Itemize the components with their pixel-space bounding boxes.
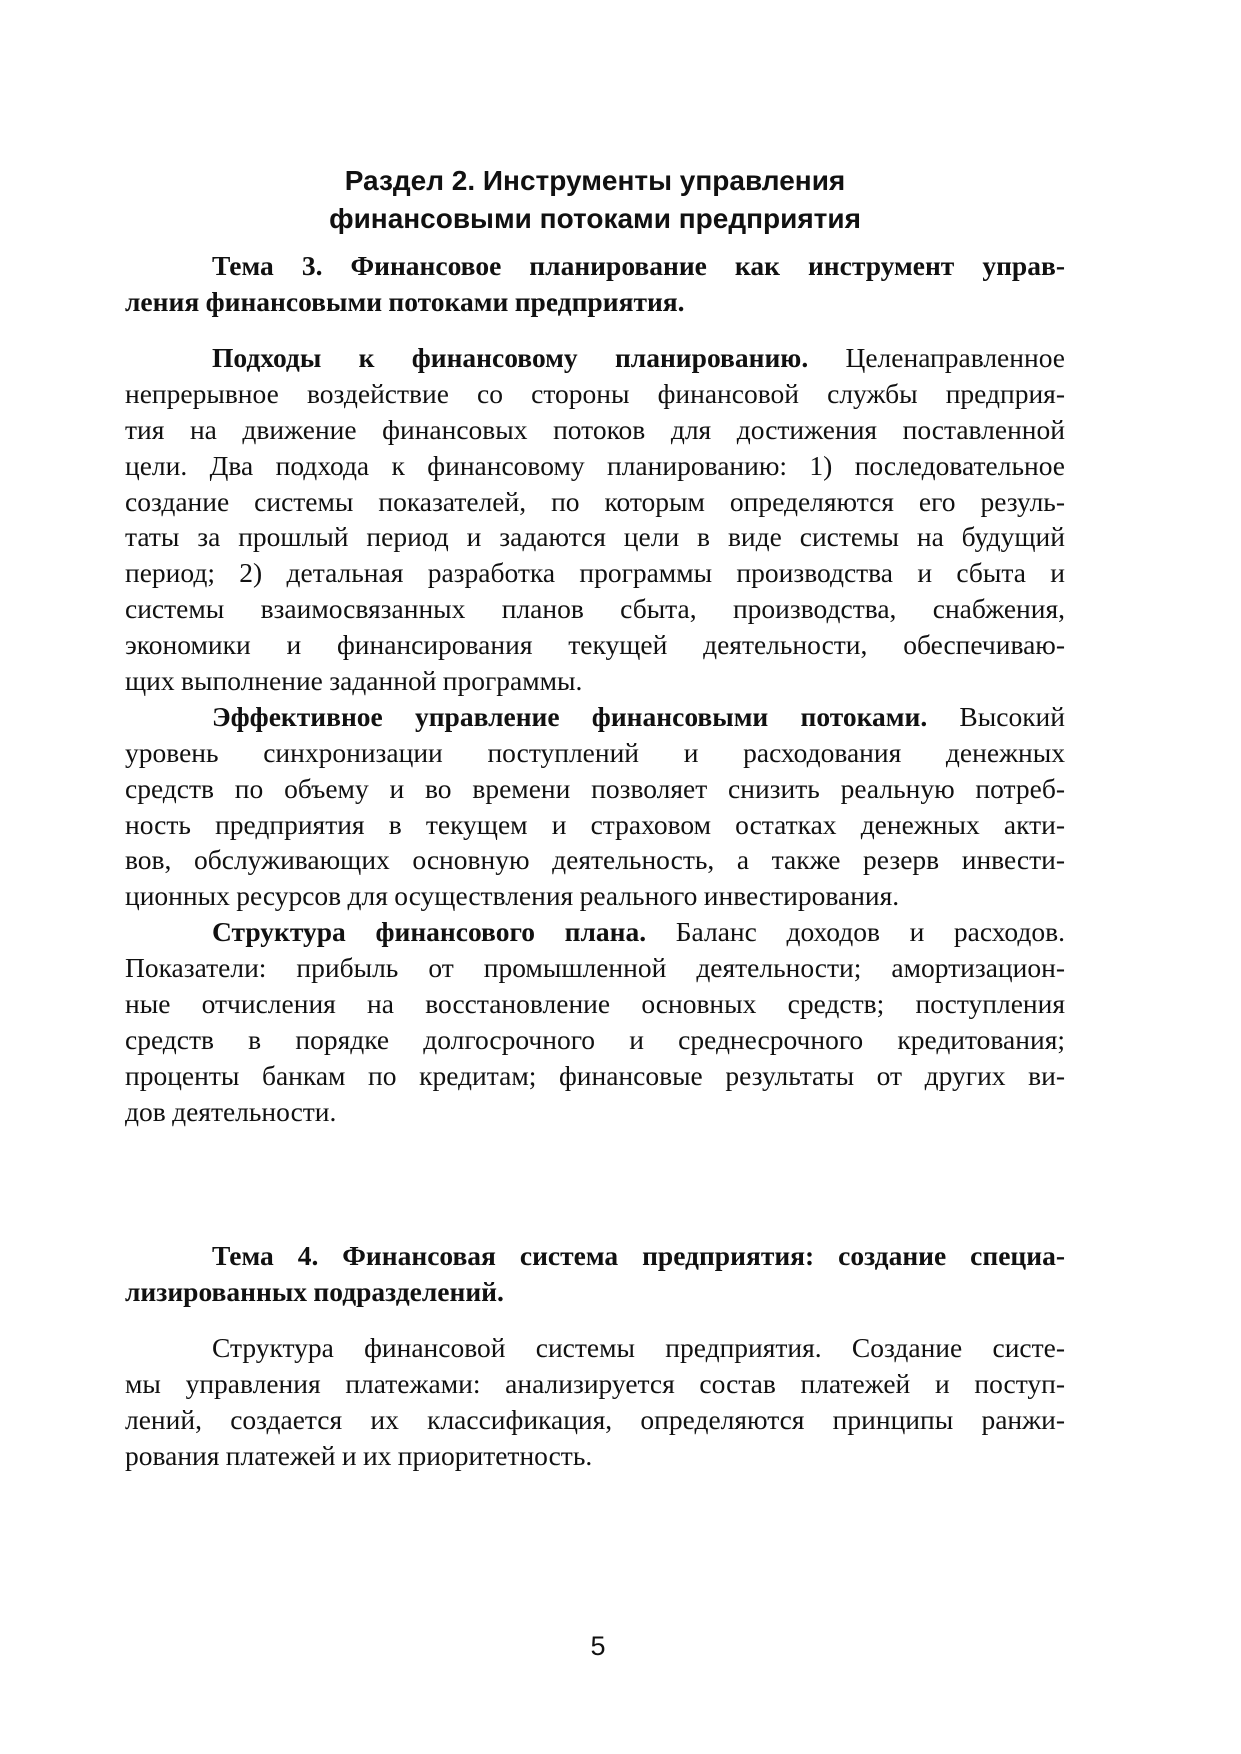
paragraph-1-line-10: щих выполнение заданной программы.	[125, 665, 583, 697]
paragraph-4-line-1: Структура финансовой системы предприятия. Создание систе-	[212, 1332, 1065, 1363]
topic-3-title-line-1: Тема 3. Финансовое планирование как инструмент управ-	[212, 250, 1065, 281]
topic-4-title-line-2: лизированных подразделений.	[125, 1275, 504, 1307]
section-title	[0, 162, 1190, 238]
paragraph-1-line-9: экономики и финансирования текущей деятельности, обеспечиваю-	[125, 629, 1065, 661]
paragraph-1-lead: Подходы к финансовому планированию.	[212, 342, 809, 373]
section-title-line-2: финансовыми потоками предприятия	[329, 203, 861, 234]
paragraph-4-line-3: лений, создается их классификация, определяются принципы ранжи-	[125, 1403, 1065, 1435]
paragraph-planning-approaches	[125, 340, 1065, 1130]
paragraph-1-line-3: тия на движение финансовых потоков для достижения поставленной	[125, 413, 1065, 445]
paragraph-3-line-2: Показатели: прибыль от промышленной деятельности; амортизацион-	[125, 952, 1065, 984]
paragraph-3-line-4: средств в порядке долгосрочного и среднесрочного кредитования;	[125, 1023, 1065, 1055]
paragraph-1-line-4: цели. Два подхода к финансовому планированию: 1) последовательное	[125, 449, 1065, 481]
topic-3-title-line-2: ления финансовыми потоками предприятия.	[125, 285, 685, 317]
paragraph-3-line-1-rest: Баланс доходов и расходов.	[646, 916, 1065, 948]
paragraph-3-line-1	[125, 914, 1065, 950]
paragraph-4-line-4: рования платежей и их приоритетность.	[125, 1439, 593, 1471]
paragraph-3-line-6: дов деятельности.	[125, 1095, 337, 1127]
paragraph-1-line-2: непрерывное воздействие со стороны финансовой службы предприя-	[125, 377, 1065, 409]
topic-3-title	[125, 248, 1065, 320]
paragraph-1-line-1-rest: Целенаправленное	[808, 342, 1065, 373]
section-title-line-1: Раздел 2. Инструменты управления	[344, 165, 846, 196]
page-number: 5	[590, 1631, 606, 1661]
paragraph-2-line-3: средств по объему и во времени позволяет снизить реальную потреб-	[125, 772, 1065, 804]
topic-4-title	[125, 1238, 1065, 1310]
topic-4-title-line-1: Тема 4. Финансовая система предприятия: создание специа-	[212, 1240, 1065, 1271]
paragraph-3-line-3: ные отчисления на восстановление основных средств; поступления	[125, 988, 1065, 1020]
paragraph-2-line-1	[125, 699, 1065, 735]
paragraph-1-line-1	[125, 340, 1065, 376]
paragraph-1-line-6: таты за прошлый период и задаются цели в виде системы на будущий	[125, 521, 1065, 553]
paragraph-1-line-7: период; 2) детальная разработка программы производства и сбыта и	[125, 557, 1065, 589]
paragraph-2-line-1-rest: Высокий	[927, 700, 1065, 732]
paragraph-1-line-5: создание системы показателей, по которым определяются его резуль-	[125, 485, 1065, 517]
paragraph-4-line-2: мы управления платежами: анализируется состав платежей и поступ-	[125, 1367, 1065, 1399]
paragraph-3-lead: Структура финансового плана.	[212, 916, 647, 948]
paragraph-2-line-5: вов, обслуживающих основную деятельность, а также резерв инвести-	[125, 844, 1065, 876]
paragraph-2-line-2: уровень синхронизации поступлений и расходования денежных	[125, 736, 1065, 768]
paragraph-2-lead: Эффективное управление финансовыми потоками.	[212, 700, 928, 732]
paragraph-financial-system	[125, 1330, 1065, 1474]
paragraph-1-line-8: системы взаимосвязанных планов сбыта, производства, снабжения,	[125, 593, 1065, 625]
paragraph-2-line-4: ность предприятия в текущем и страховом остатках денежных акти-	[125, 808, 1065, 840]
paragraph-3-line-5: проценты банкам по кредитам; финансовые результаты от других ви-	[125, 1059, 1065, 1091]
paragraph-2-line-6: ционных ресурсов для осуществления реального инвестирования.	[125, 880, 900, 912]
